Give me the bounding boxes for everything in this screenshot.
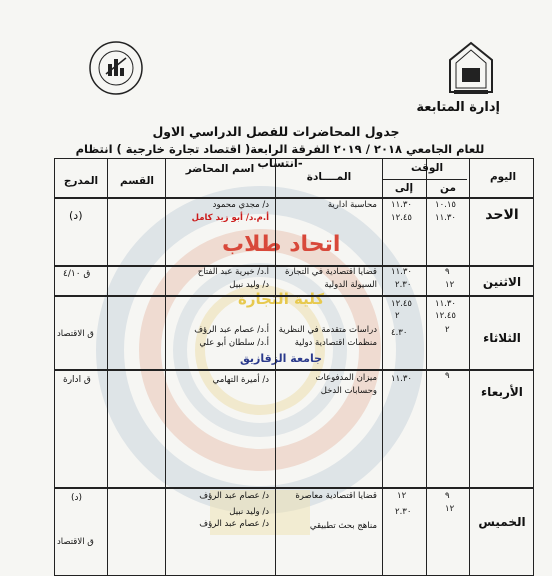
tue-r3-from: ٢: [445, 325, 450, 335]
sun-hall: (د): [69, 209, 83, 222]
col-hall: المدرج: [63, 175, 99, 187]
thu-r2-from: ١٢: [445, 504, 455, 514]
wed-r2-subject: وحسابات الدخل: [320, 386, 377, 396]
mon-r2-subject: السيولة الدولية: [324, 280, 377, 290]
col-subject: المــــادة: [306, 171, 352, 183]
col-from: من: [440, 182, 456, 194]
page-subtitle: للعام الجامعي ٢٠١٨ / ٢٠١٩ الفرقة الرابعة( اقتصاد تجارة خارجية ) انتظام -انتساب: [75, 142, 485, 170]
mon-r1-subject: قضايا اقتصادية في التجارة: [284, 267, 377, 277]
col-day: اليوم: [489, 171, 517, 183]
tue-r3-to: ٤.٣٠: [391, 328, 408, 338]
mon-hall: ق ٤/١٠: [63, 269, 91, 279]
tue-r3-lecturer: أ.د/ عصام عبد الرؤف: [194, 325, 269, 335]
thu-r2-lecturer: د/ وليد نبيل: [229, 507, 269, 517]
tue-r2-to: ٢: [395, 311, 400, 321]
mon-r1-from: ٩: [445, 267, 450, 277]
tue-r2-from: ١٢.٤٥: [435, 311, 456, 321]
day-wednesday: الأربعاء: [481, 385, 523, 399]
sun-r1-lecturer: د/ مجدي محمود: [212, 200, 269, 210]
day-monday: الاثنين: [482, 275, 522, 289]
mon-r1-to: ١١.٣٠: [391, 267, 412, 277]
sun-r1-subject: محاسبة ادارية: [327, 200, 377, 210]
zagazig-university-logo: [446, 40, 496, 96]
mon-r1-lecturer: أ.د/ خيرية عبد الفتاح: [197, 267, 269, 277]
day-thursday: الخميس: [478, 515, 526, 529]
day-sunday: الاحد: [485, 207, 519, 223]
watermark-university: جامعة الزقازيق: [240, 352, 323, 365]
col-time: الوقت: [410, 162, 444, 174]
watermark-union: اتحاد طلاب: [222, 232, 341, 257]
mon-r2-lecturer: د/ وليد نبيل: [229, 280, 269, 290]
mon-r2-to: ٢.٣٠: [395, 280, 412, 290]
thu-r3-lecturer: د/ عصام عبد الرؤف: [199, 519, 269, 529]
tue-r3-subject: دراسات متقدمة في النظرية: [278, 325, 377, 335]
sun-r2-to: ١٢.٤٥: [391, 213, 412, 223]
thu-r1-subject: قضايا اقتصادية معاصرة: [295, 491, 377, 501]
tue-hall: ق الاقتصاد: [57, 329, 94, 339]
mon-r2-from: ١٢: [445, 280, 455, 290]
thu-r2-to: ٢.٣٠: [395, 507, 412, 517]
watermark-faculty: كلية التجارة: [238, 290, 325, 308]
sun-r2-lecturer: أ.م.د/ أبو زيد كامل: [191, 213, 269, 223]
sun-r1-to: ١١.٣٠: [391, 200, 412, 210]
day-tuesday: الثلاثاء: [483, 331, 521, 345]
col-section: القسم: [119, 175, 155, 187]
faculty-commerce-logo: [88, 40, 144, 96]
col-lecturer: اسم المحاضر: [185, 163, 255, 175]
thu-r1-lecturer: د/ عصام عبد الرؤف: [199, 491, 269, 501]
sun-r2-from: ١١.٣٠: [435, 213, 456, 223]
page-title: جدول المحاضرات للفصل الدراسي الاول: [152, 124, 400, 139]
thu-hall-2: ق الاقتصاد: [57, 537, 94, 547]
department-name: إدارة المتابعة: [416, 100, 500, 115]
wed-r1-lecturer: د/ أميرة التهامي: [212, 375, 269, 385]
tue-r1-to: ١٢.٤٥: [391, 299, 412, 309]
tue-r4-lecturer: أ.د/ سلطان أبو علي: [199, 338, 269, 348]
thu-hall-1: (د): [71, 493, 83, 503]
wed-hall: ق ادارة: [63, 375, 91, 385]
tue-r4-subject: منظمات اقتصادية دولية: [294, 338, 377, 348]
wed-r1-to: ١١.٣٠: [391, 374, 412, 384]
thu-r1-from: ٩: [445, 491, 450, 501]
wed-r1-subject: ميزان المدفوعات: [315, 373, 377, 383]
wed-r1-from: ٩: [445, 371, 450, 381]
schedule-table: [54, 158, 534, 576]
thu-r1-to: ١٢: [397, 491, 407, 501]
sun-r1-from: ١٠.١٥: [435, 200, 456, 210]
col-to: إلى: [394, 182, 414, 194]
tue-r1-from: ١١.٣٠: [435, 299, 456, 309]
thu-r3-subject: مناهج بحث تطبيقي: [309, 521, 377, 531]
